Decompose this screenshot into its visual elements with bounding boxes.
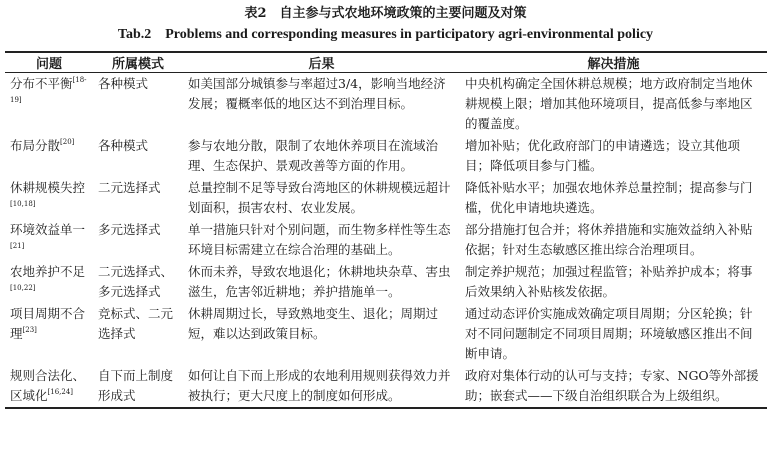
header-consequence: 后果 <box>308 57 335 72</box>
table-row <box>5 303 767 365</box>
consequence-cell: 休耕周期过长，导致熟地变生、退化；周期过短，难以达到政策目标。 <box>188 306 439 341</box>
consequence-cell: 单一措施只针对个别问题，而生物多样性等生态环境目标需建立在综合治理的基础上。 <box>188 222 451 257</box>
table-row <box>5 219 767 261</box>
issue-text: 分布不平衡 <box>10 76 73 91</box>
citation-ref: [16,24] <box>47 388 74 396</box>
header-mode: 所属模式 <box>111 57 164 72</box>
solution-cell: 通过动态评价实施成效确定项目周期；分区轮换；针对不同问题制定不同项目周期；环境敏感区推出不间断申请。 <box>465 306 753 361</box>
table-row <box>5 261 767 303</box>
header-solution: 解决措施 <box>587 57 640 72</box>
citation-ref: [21] <box>10 242 25 250</box>
citation-ref: [10,18] <box>10 200 36 208</box>
issue-cell <box>5 303 93 365</box>
table-caption-english: Tab.2 Problems and corresponding measures in participatory agri-environmental policy <box>117 27 654 42</box>
consequence-cell: 如何让自下而上形成的农地利用规则获得效力并被执行；更大尺度上的制度如何形成。 <box>188 368 451 403</box>
solution-cell: 增加补贴；优化政府部门的申请遴选；设立其他项目；降低项目参与门槛。 <box>465 138 741 173</box>
mode-cell: 竞标式、二元选择式 <box>98 306 174 341</box>
mode-cell: 二元选择式 <box>98 180 161 195</box>
header-issue: 问题 <box>35 57 62 72</box>
citation-ref: [18-19] <box>10 76 87 104</box>
issue-text: 环境效益单一 <box>10 222 86 237</box>
issue-text: 休耕规模失控 <box>10 180 86 195</box>
solution-cell: 中央机构确定全国休耕总规模；地方政府制定当地休耕规模上限；增加其他环境项目，提高低参与率地区的覆盖度。 <box>465 76 753 131</box>
mode-cell: 自下而上制度形成式 <box>98 368 174 403</box>
issue-text: 项目周期不合理 <box>10 306 86 341</box>
issue-cell <box>5 135 93 177</box>
issue-cell <box>5 177 93 219</box>
consequence-cell: 参与农地分散，限制了农地休养项目在流域治理、生态保护、景观改善等方面的作用。 <box>188 138 439 173</box>
table-row <box>5 365 767 408</box>
citation-ref: [20] <box>60 138 75 146</box>
issue-cell <box>5 219 93 261</box>
issue-cell <box>5 73 93 136</box>
issue-cell <box>5 261 93 303</box>
mode-cell: 二元选择式、多元选择式 <box>98 264 174 299</box>
issue-text: 规则合法化、区域化 <box>10 368 86 403</box>
table-row <box>5 177 767 219</box>
table-caption-chinese: 表2 自主参与式农地环境政策的主要问题及对策 <box>244 6 527 21</box>
mode-cell: 各种模式 <box>98 76 149 91</box>
mode-cell: 多元选择式 <box>98 222 161 237</box>
consequence-cell: 休而未养，导致农地退化；休耕地块杂草、害虫滋生，危害邻近耕地；养护措施单一。 <box>188 264 451 299</box>
issue-text: 布局分散 <box>10 138 61 153</box>
mode-cell: 各种模式 <box>98 138 149 153</box>
consequence-cell: 如美国部分城镇参与率超过3/4，影响当地经济发展；覆概率低的地区达不到治理目标。 <box>188 76 446 111</box>
table-row <box>5 135 767 177</box>
citation-ref: [23] <box>22 326 37 334</box>
consequence-cell: 总量控制不足等导致台湾地区的休耕规模远超计划面积，损害农村、农业发展。 <box>188 180 451 215</box>
table-row <box>5 73 767 136</box>
solution-cell: 制定养护规范；加强过程监管；补贴养护成本；将事后效果纳入补贴核发依据。 <box>465 264 753 299</box>
issue-cell <box>5 365 93 408</box>
citation-ref: [10,22] <box>10 284 36 292</box>
table-header-row <box>5 52 767 73</box>
solution-cell: 政府对集体行动的认可与支持；专家、NGO等外部援助；嵌套式——下级自治组织联合为上级组织。 <box>465 368 759 403</box>
solution-cell: 部分措施打包合并；将休养措施和实施效益纳入补贴依据；针对生态敏感区推出综合治理项目。 <box>465 222 753 257</box>
issue-text: 农地养护不足 <box>10 264 86 279</box>
solution-cell: 降低补贴水平；加强农地休养总量控制；提高参与门槛，优化申请地块遴选。 <box>465 180 753 215</box>
policy-problems-table <box>5 51 767 409</box>
